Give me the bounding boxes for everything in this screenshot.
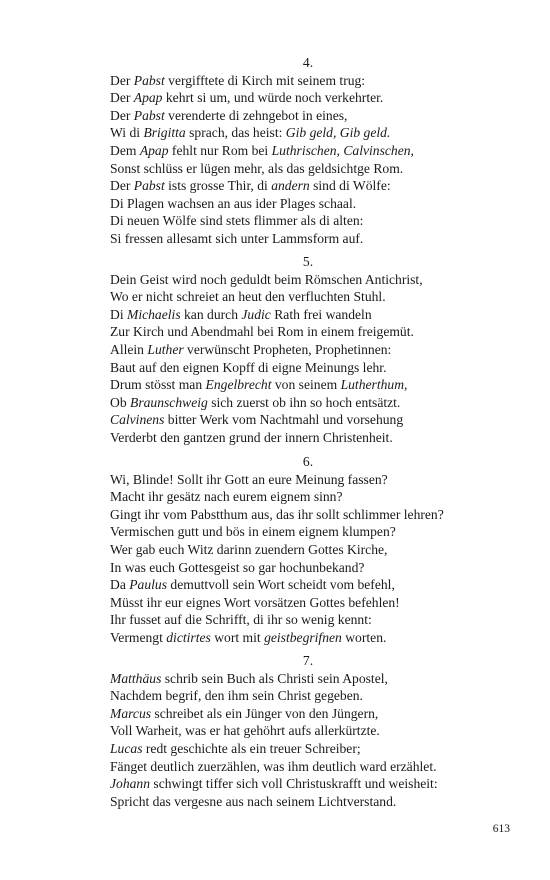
verse-italic-segment: Marcus	[110, 705, 152, 721]
verse-segment: Der	[110, 72, 134, 88]
verse-segment: Rath frei wandeln	[270, 306, 372, 322]
verse-segment: Macht ihr gesätz nach eurem eignem sinn?	[110, 489, 343, 505]
verse-segment: verwünscht Propheten, Prophetinnen:	[183, 342, 392, 357]
verse-italic-segment: Paulus	[129, 577, 168, 593]
verse-italic-segment: geistbegrifnen	[264, 630, 342, 645]
verse-line	[110, 359, 386, 377]
verse-segment: Fänget deutlich zuerzählen, was ihm deutlich ward erzählet.	[110, 758, 437, 774]
verse-segment: Zur Kirch und Abendmahl bei Rom in einem freigemüt.	[110, 324, 414, 340]
verse-segment: Wi, Blinde! Sollt ihr Gott an eure Meinung fassen?	[110, 471, 388, 487]
verse-segment: Ihr fusset auf die Schrifft, di ihr so wenig kennt:	[110, 612, 372, 628]
verse-line	[110, 611, 372, 629]
stanza-number: 7.	[302, 653, 314, 668]
verse-segment: Vermischen gutt und bös in einem eignem klumpen?	[110, 524, 396, 540]
verse-segment: ists grosse Thir, di	[164, 178, 272, 194]
verse-segment: Di Plagen wachsen an aus ider Plages schaal.	[110, 195, 357, 211]
stanza-number: 4.	[302, 55, 314, 70]
verse-line	[110, 160, 403, 178]
verse-segment: von seinem	[271, 377, 341, 393]
verse-line	[110, 523, 396, 541]
verse-segment: Di neuen Wölfe sind stets flimmer als di alten:	[110, 213, 364, 229]
verse-italic-segment: Johann	[110, 776, 151, 792]
verse-segment: kehrt si um, und würde noch verkehrter.	[162, 90, 384, 106]
verse-line	[110, 471, 388, 489]
verse-line	[110, 177, 391, 195]
verse-segment: Da	[110, 577, 130, 593]
verse-segment: Der	[110, 178, 134, 194]
verse-line	[110, 306, 372, 324]
verse-italic-segment: Pabst	[133, 72, 165, 88]
verse-italic-segment: Calvinens	[110, 412, 165, 428]
page-number: 613	[492, 823, 510, 835]
verse-segment: Baut auf den eignen Kopff di eigne Meinungs lehr.	[110, 359, 387, 375]
verse-segment: kan durch	[180, 306, 242, 322]
verse-line	[110, 594, 400, 612]
verse-segment: Dem	[110, 143, 140, 158]
verse-segment: Dein Geist wird noch geduldt beim Römschen Antichrist,	[110, 271, 423, 287]
verse-segment: Wer gab euch Witz darinn zuendern Gottes Kirche,	[110, 542, 388, 557]
verse-line	[110, 541, 387, 559]
verse-segment: Ob	[110, 394, 131, 410]
verse-segment: Spricht das vergesne aus nach seinem Lichtverstand.	[110, 793, 397, 809]
verse-italic-segment: Luther	[147, 342, 184, 357]
verse-segment: wort mit	[210, 630, 265, 645]
verse-segment: vergifftete di Kirch mit seinem trug:	[164, 72, 366, 88]
verse-segment: demuttvoll sein Wort scheidt vom befehl,	[167, 577, 395, 593]
verse-italic-segment: andern	[271, 178, 310, 194]
verse-italic-segment: Apap	[139, 143, 169, 158]
verse-segment: schreibet als ein Jünger von den Jüngern,	[151, 705, 379, 721]
verse-line	[110, 429, 393, 447]
verse-line	[110, 341, 391, 359]
verse-segment: Sonst schlüss er lügen mehr, als das geldsichtge Rom.	[110, 160, 404, 176]
verse-italic-segment: Michaelis	[127, 306, 181, 322]
verse-line	[110, 195, 356, 213]
verse-segment: Wi di	[110, 125, 144, 141]
verse-segment: Allein	[110, 342, 148, 357]
verse-segment: Der	[110, 90, 134, 106]
verse-segment: schrib sein Buch als Christi sein Apostel,	[161, 670, 388, 686]
verse-line	[110, 288, 386, 306]
verse-segment: In was euch Gottesgeist so gar hochunbekand?	[110, 559, 365, 575]
verse-segment: Nachdem begrif, den ihm sein Christ gegeben.	[110, 688, 363, 704]
verse-line	[110, 271, 423, 289]
verse-line	[110, 758, 437, 776]
stanza-number: 6.	[302, 454, 314, 469]
verse-segment: Voll Warheit, was er hat gehöhrt aufs allerkürtzte.	[110, 723, 380, 739]
verse-line	[110, 411, 403, 429]
verse-italic-segment: Lutherthum,	[340, 377, 408, 393]
verse-line	[110, 775, 438, 793]
verse-line	[110, 559, 364, 577]
verse-segment: Di	[110, 306, 127, 322]
verse-line	[110, 576, 395, 594]
verse-line	[110, 670, 388, 688]
verse-segment: Vermengt	[110, 630, 167, 645]
verse-line	[110, 394, 400, 412]
stanza-number: 5.	[302, 254, 314, 269]
verse-italic-segment: Engelbrecht	[205, 377, 272, 393]
verse-segment: sich zuerst ob ihn so hoch entsätzt.	[207, 394, 401, 410]
verse-segment: worten.	[341, 630, 387, 645]
verse-line	[110, 793, 396, 811]
verse-segment: Verderbt den gantzen grund der innern Christenheit.	[110, 430, 393, 445]
verse-italic-segment: dictirtes	[166, 630, 211, 645]
verse-italic-segment: Brigitta	[143, 125, 186, 141]
verse-italic-segment: Matthäus	[110, 670, 162, 686]
verse-italic-segment: Judic	[241, 306, 271, 322]
verse-line	[110, 89, 383, 107]
verse-italic-segment: Lucas	[110, 741, 143, 756]
verse-segment: redt geschichte als ein treuer Schreiber;	[142, 741, 361, 756]
verse-segment: Der	[110, 107, 134, 123]
verse-line	[110, 629, 386, 647]
verse-segment: verenderte di zehngebot in eines,	[164, 107, 348, 123]
verse-line	[110, 376, 407, 394]
verse-line	[110, 230, 363, 248]
verse-line	[110, 687, 363, 705]
verse-line	[110, 107, 347, 125]
verse-segment: fehlt nur Rom bei	[168, 143, 272, 158]
verse-line	[110, 124, 390, 142]
verse-segment: sprach, das heist:	[185, 125, 286, 141]
verse-italic-segment: Gib geld, Gib geld.	[285, 125, 391, 141]
verse-italic-segment: Luthrischen, Calvinschen,	[271, 143, 414, 158]
verse-line	[110, 323, 414, 341]
verse-segment: Wo er nicht schreiet an heut den verfluchten Stuhl.	[110, 289, 386, 305]
verse-segment: bitter Werk vom Nachtmahl und vorsehung	[164, 412, 404, 428]
verse-segment: Si fressen allesamt sich unter Lammsform auf.	[110, 231, 364, 246]
verse-segment: Müsst ihr eur eignes Wort vorsätzen Gottes befehlen!	[110, 594, 400, 610]
verse-italic-segment: Braunschweig	[130, 394, 208, 410]
verse-line	[110, 142, 414, 160]
verse-line	[110, 72, 365, 90]
verse-segment: schwingt tiffer sich voll Christuskrafft und weisheit:	[150, 776, 438, 792]
verse-segment: sind di Wölfe:	[309, 178, 391, 194]
verse-line	[110, 488, 343, 506]
verse-line	[110, 705, 378, 723]
verse-italic-segment: Pabst	[133, 107, 165, 123]
verse-italic-segment: Apap	[133, 90, 163, 106]
verse-line	[110, 506, 444, 524]
verse-line	[110, 740, 361, 758]
verse-line	[110, 722, 380, 740]
verse-line	[110, 212, 363, 230]
verse-segment: Drum stösst man	[110, 377, 206, 393]
verse-italic-segment: Pabst	[133, 178, 165, 194]
verse-segment: Gingt ihr vom Pabstthum aus, das ihr sollt schlimmer lehren?	[110, 506, 444, 522]
